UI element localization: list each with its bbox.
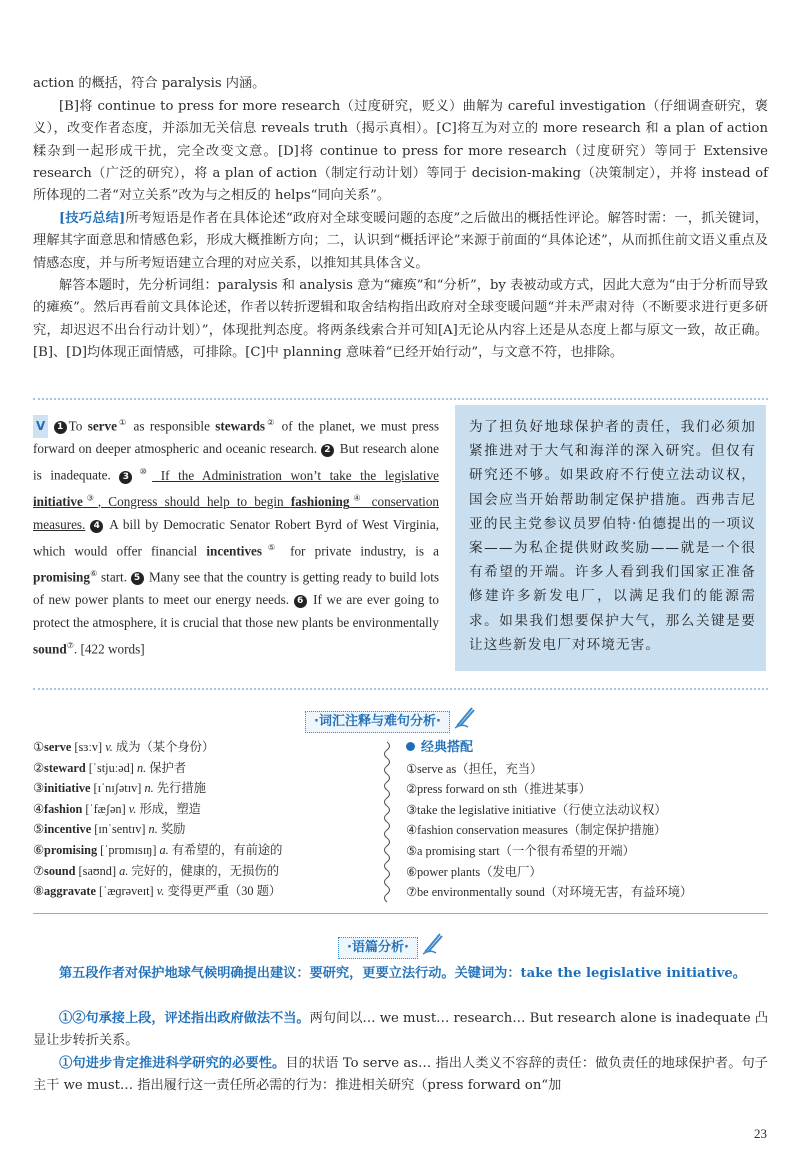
passage-text: start.	[97, 569, 128, 585]
page-number: 23	[754, 1126, 767, 1141]
vocab-pos: n.	[136, 760, 147, 775]
analysis-text: 目的状语 To serve as… 指出人类义不容辞的责任：做负责任的地球保护者。句子主干 we must… 指出履行这一责任所必需的行为：推进相关研究（press forward on“加	[33, 1056, 768, 1094]
passage-text: But research alone is inadequate.	[33, 441, 439, 483]
analysis-key-point: ①②句承接上段，评述指出政府做法不当。	[59, 1011, 310, 1026]
vocab-word: steward	[44, 760, 86, 775]
passage-text: If the Administration won’t take the legislative	[152, 467, 440, 483]
vocab-pos: n.	[148, 822, 158, 837]
divider	[33, 398, 768, 400]
vocab-pos: a.	[159, 842, 169, 857]
vocab-meaning: 保护者	[146, 760, 187, 775]
passage-text: To	[68, 418, 88, 434]
vocab-phonetic: [ˈstjuːəd]	[85, 760, 137, 775]
vocab-number: ⑧	[33, 884, 45, 899]
vocab-item	[33, 758, 378, 779]
passage-text: as responsible	[128, 418, 216, 434]
vocab-meaning: 奖励	[157, 822, 186, 837]
vocab-list	[33, 737, 378, 902]
vocab-phonetic: [ˈprɒmɪsɪŋ]	[97, 842, 160, 857]
paragraph-continuation: action 的概括，符合 paralysis 内涵。	[33, 76, 266, 91]
paragraph-badge: V	[33, 415, 48, 438]
vocab-word: fashioning	[290, 493, 350, 509]
vocab-number: ③	[33, 781, 45, 796]
sentence-number: 5	[131, 572, 144, 585]
vocab-ref: ⑥	[89, 569, 98, 578]
vocab-pos: v.	[156, 884, 165, 899]
vocab-word: serve	[44, 740, 72, 754]
vocab-word: fashion	[44, 801, 83, 816]
passage-text: . [422 words]	[73, 641, 145, 657]
vocab-meaning: 形成，塑造	[136, 801, 201, 816]
vocab-word: sound	[33, 641, 67, 657]
vocab-ref: ①	[116, 418, 129, 427]
vocab-phonetic: [sɜːv]	[71, 740, 106, 754]
vocab-word: aggravate	[44, 884, 96, 899]
vocab-header-label: ·词汇注释与难句分析·	[305, 711, 450, 733]
analysis-key-point: ①句进步肯定推进科学研究的必要性。	[59, 1056, 286, 1071]
sentence-number: 2	[321, 444, 334, 457]
vocab-number: ⑤	[33, 822, 45, 837]
analysis-header-label: ·语篇分析·	[338, 937, 418, 959]
translation-box: 为了担负好地球保护者的责任，我们必须加紧推进对于大气和海洋的深入研究。但仅有研究还不够。如果政府不行使立法动议权，国会应当开始帮助制定保护措施。西弗吉尼亚的民主党参议员罗伯特·伯德提出的一项议案——为私企提供财政奖励——就是一个很有希望的开端。许多人看到我们国家正准备修建许多新发电厂，以满足我们的能源需求。如果我们想要保护大气，那么关键是要让这些新发电厂对环境无害。	[455, 405, 766, 671]
vocab-word: stewards	[215, 418, 266, 434]
passage-text: for private industry, is a	[280, 543, 440, 559]
question-ref: ⑩	[134, 467, 153, 477]
vocab-pos: v.	[128, 801, 137, 816]
vocab-number: ①	[33, 740, 45, 754]
vocab-word: serve	[87, 418, 117, 434]
vocab-word: initiative	[44, 781, 91, 796]
vocab-phonetic: [ɪnˈsentɪv]	[91, 822, 149, 837]
paragraph-tip-summary	[33, 208, 768, 275]
collocation-item: ⑤a promising start（一个很有希望的开端）	[406, 843, 635, 858]
vocab-word: promising	[33, 569, 90, 585]
vocab-number: ⑦	[33, 863, 45, 878]
vocab-phonetic: [ˈæɡrəveɪt]	[95, 884, 157, 899]
vocab-ref: ④	[349, 493, 365, 503]
passage-text: If we are ever going to protect the atmosphere, it is crucial that those new plants be environmentally	[33, 592, 440, 631]
reading-passage	[33, 412, 439, 661]
passage-text: Many see that the country is getting ready to build lots of new power plants to meet our energy needs.	[33, 569, 440, 608]
vocab-pos: v.	[105, 740, 113, 754]
vocab-meaning: 完好的，健康的，无损伤的	[128, 863, 279, 878]
collocation-item: ⑥power plants（发电厂）	[406, 864, 542, 879]
vocab-phonetic: [ˈfæʃən]	[82, 801, 129, 816]
vocab-item	[33, 861, 378, 882]
pen-icon	[422, 931, 444, 955]
analysis-para-1	[33, 1008, 768, 1053]
vocab-section-header	[305, 705, 476, 729]
vocab-meaning: 成为（某个身份）	[112, 740, 215, 754]
vocab-ref: ③	[82, 493, 98, 503]
paragraph-options-text: [B]将 continue to press for more research（过度研究，贬义）曲解为 careful investigation（仔细调查研究，褒义），改变作者态度，并添加无关信息 reveals truth（揭示真相）。[C]将互为对立的 more research 和 a plan of action 糅杂到一起形成干扰，完全改变文意。[D]将 continue to press for more research（过度研究）等同于 Extensive research（广泛的研究），将 a plan of action（制定行动计划）等同于 decision-making（决策制定），并将 instead of 所体现的二者“对立关系”改为与之相反的 helps“同向关系”。	[33, 99, 768, 204]
spiral-divider-icon	[380, 740, 394, 905]
analysis-summary	[33, 963, 768, 985]
vocab-meaning: 有希望的，有前途的	[168, 842, 283, 857]
vocab-item	[33, 778, 378, 799]
vocab-word: incentives	[206, 543, 263, 559]
vocab-item	[33, 799, 378, 820]
vocab-meaning: 先行措施	[153, 781, 206, 796]
analysis-summary-text: 第五段作者对保护地球气候明确提出建议：要研究，更要立法行动。关键词为：take the legislative initiative。	[59, 966, 746, 981]
bullet-icon	[406, 742, 415, 751]
vocab-item	[33, 819, 378, 840]
passage-text: conservation measures.	[33, 493, 440, 532]
vocab-ref: ②	[265, 418, 277, 427]
vocab-phonetic: [ɪˈnɪʃətɪv]	[90, 781, 145, 796]
collocation-item: ⑦be environmentally sound（对环境无害，有益环境）	[406, 885, 693, 900]
paragraph-options-analysis	[33, 96, 768, 207]
solution-text: 解答本题时，先分析词组：paralysis 和 analysis 意为“瘫痪”和“分析”，by 表被动或方式，因此大意为“由于分析而导致的瘫痪”。然后再看前文具体论述，作者以转折逻辑和取舍结构指出政府对全球变暖问题“并未严肃对待（不断要求进行更多研究，却迟迟不出台行动计划）”，体现批判态度。将两条线索合并可知[A]无论从内容上还是从态度上都与原文一致，故正确。[B]、[D]均体现正面情感，可排除。[C]中 planning 意味着“已经开始行动”，与文意不符，也排除。	[33, 278, 768, 360]
tip-text: 所考短语是作者在具体论述“政府对全球变暖问题的态度”之后做出的概括性评论。解答时需：一，抓关键词，理解其字面意思和情感色彩，形成大概推断方向；二，认识到“概括评论”来源于前面的“具体论述”，从而抓住前文语义重点及情感态度，并与所考短语建立合理的对应关系，以推知其具体含义。	[33, 211, 768, 271]
passage-text: , Congress should help to begin	[97, 493, 291, 509]
collocation-item: ①serve as（担任，充当）	[406, 761, 543, 776]
tip-label: [技巧总结]	[59, 211, 126, 226]
analysis-text: 两句间以… we must… research… But research alone is inadequate 凸显让步转折关系。	[33, 1011, 769, 1049]
vocab-item	[33, 737, 378, 758]
collocation-item: ④fashion conservation measures（制定保护措施）	[406, 823, 667, 838]
vocab-ref: ⑦	[66, 641, 74, 651]
sentence-number: 1	[54, 421, 67, 434]
vocab-number: ④	[33, 801, 45, 816]
collocation-title-text: 经典搭配	[421, 740, 474, 755]
vocab-meaning: 变得更严重（30 题）	[164, 884, 282, 899]
collocation-title	[406, 737, 768, 759]
vocab-item	[33, 881, 378, 902]
vocab-ref: ⑤	[262, 542, 281, 552]
sentence-number: 4	[90, 520, 103, 533]
analysis-para-2	[33, 1053, 768, 1098]
vocab-item	[33, 840, 378, 861]
vocab-word: promising	[44, 842, 98, 857]
sentence-number: 3	[119, 471, 132, 484]
paragraph-solution	[33, 275, 768, 364]
sentence-number: 6	[294, 595, 307, 608]
divider	[33, 913, 768, 914]
vocab-pos: a.	[119, 863, 129, 878]
passage-text: A bill by Democratic Senator Robert Byrd of West Virginia, which would offer financial	[33, 516, 440, 559]
divider	[33, 688, 768, 690]
vocab-phonetic: [saʊnd]	[75, 863, 120, 878]
collocation-list	[406, 737, 768, 903]
vocab-word: incentive	[44, 822, 92, 837]
vocab-word: sound	[44, 863, 76, 878]
vocab-word: initiative	[33, 493, 83, 509]
vocab-number: ②	[33, 760, 45, 775]
vocab-pos: n.	[144, 781, 154, 796]
passage-text: of the planet, we must press forward on deeper atmospheric and oceanic research.	[33, 418, 440, 457]
analysis-section-header	[338, 931, 444, 955]
pen-icon	[454, 705, 476, 729]
vocab-number: ⑥	[33, 842, 45, 857]
collocation-item: ②press forward on sth（推进某事）	[406, 782, 591, 797]
collocation-item: ③take the legislative initiative（行使立法动议权）	[406, 802, 667, 817]
